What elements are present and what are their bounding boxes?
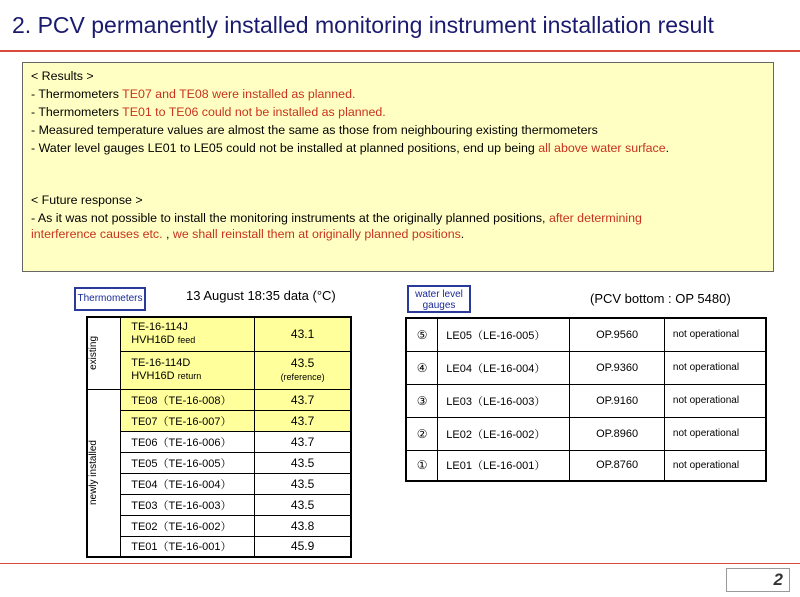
- gauge-name: LE02（LE-16-002）: [438, 417, 570, 450]
- footer-divider: [0, 563, 800, 564]
- water-level-table: [405, 317, 767, 482]
- gauge-op: OP.8960: [570, 417, 665, 450]
- gauge-status: not operational: [664, 450, 766, 481]
- existing-1-unit: HVH16D: [131, 334, 175, 347]
- gauge-number: ⑤: [406, 318, 438, 351]
- gauge-number: ②: [406, 417, 438, 450]
- group-existing-label: existing: [88, 336, 99, 371]
- existing-2-value: 43.5: [290, 356, 315, 370]
- future-line-2: [31, 227, 464, 242]
- table-row: TE04（TE-16-004）: [121, 473, 255, 494]
- existing-2-loc: [131, 370, 254, 383]
- future-line-1: [31, 211, 642, 226]
- existing-thermometer-2: [121, 351, 255, 389]
- future-line-2-highlight-b: we shall reinstall them at originally planned positions: [172, 227, 461, 241]
- existing-2-value-cell: [255, 351, 351, 389]
- table-cell-value: 43.5: [255, 452, 351, 473]
- results-line-1-highlight: TE07 and TE08 were installed as planned.: [122, 87, 356, 101]
- results-line-2: [31, 105, 386, 120]
- gauge-name: LE03（LE-16-003）: [438, 384, 570, 417]
- gauge-op: OP.9360: [570, 351, 665, 384]
- table-cell-value: 43.8: [255, 515, 351, 536]
- existing-2-suffix: return: [177, 371, 202, 381]
- gauge-number: ①: [406, 450, 438, 481]
- gauge-status: not operational: [664, 351, 766, 384]
- gauge-number: ④: [406, 351, 438, 384]
- group-new: [87, 389, 121, 557]
- title-divider: [0, 50, 800, 52]
- gauge-op: OP.8760: [570, 450, 665, 481]
- results-line-2-text: - Thermometers: [31, 105, 123, 119]
- gauge-status: not operational: [664, 384, 766, 417]
- results-line-2-highlight: TE01 to TE06 could not be installed as planned.: [122, 105, 386, 119]
- table-cell-value: 43.7: [255, 389, 351, 410]
- thermometers-label: Thermometers: [74, 287, 146, 311]
- thermometers-caption: 13 August 18:35 data (°C): [186, 288, 336, 303]
- results-heading: < Results >: [31, 69, 94, 83]
- table-row: TE02（TE-16-002）: [121, 515, 255, 536]
- results-line-1: [31, 87, 355, 102]
- table-row: TE08（TE-16-008）: [121, 389, 255, 410]
- gauge-name: LE05（LE-16-005）: [438, 318, 570, 351]
- gauge-op: OP.9160: [570, 384, 665, 417]
- gauge-status: not operational: [664, 417, 766, 450]
- table-cell-value: 43.7: [255, 410, 351, 431]
- results-line-1-text: - Thermometers: [31, 87, 123, 101]
- existing-1-tag: TE-16-114J: [131, 321, 188, 334]
- water-level-label-line2: gauges: [422, 300, 456, 311]
- gauge-status: not operational: [664, 318, 766, 351]
- results-line-4-text: - Water level gauges LE01 to LE05 could not be installed at planned positions, end up being: [31, 141, 539, 155]
- results-panel: [22, 62, 774, 272]
- future-line-1-highlight: after determining: [548, 211, 642, 225]
- table-row: TE05（TE-16-005）: [121, 452, 255, 473]
- table-row: TE03（TE-16-003）: [121, 494, 255, 515]
- future-line-2-highlight-a: interference causes etc.: [31, 227, 166, 241]
- table-row: TE07（TE-16-007）: [121, 410, 255, 431]
- results-line-4-highlight: all above water surface: [538, 141, 666, 155]
- future-line-2-sep: ,: [166, 227, 173, 241]
- gauge-name: LE04（LE-16-004）: [438, 351, 570, 384]
- gauge-number: ③: [406, 384, 438, 417]
- group-new-label: newly installed: [88, 440, 99, 506]
- future-line-2-end: .: [460, 227, 465, 241]
- existing-2-tag: TE-16-114D: [131, 357, 191, 369]
- gauge-name: LE01（LE-16-001）: [438, 450, 570, 481]
- existing-1-value: 43.1: [255, 317, 351, 351]
- table-row: TE06（TE-16-006）: [121, 431, 255, 452]
- group-existing: [87, 317, 121, 389]
- future-line-1-text: - As it was not possible to install the monitoring instruments at the originally planned positions,: [31, 211, 549, 225]
- table-row: TE01（TE-16-001）: [121, 536, 255, 557]
- table-cell-value: 43.5: [255, 494, 351, 515]
- table-cell-value: 43.5: [255, 473, 351, 494]
- existing-1-suffix: feed: [177, 335, 196, 346]
- existing-2-unit: HVH16D: [131, 370, 175, 382]
- page-title: 2. PCV permanently installed monitoring instrument installation result: [12, 12, 714, 38]
- results-line-3: - Measured temperature values are almost the same as those from neighbouring existing thermometers: [31, 123, 598, 137]
- existing-thermometer-1: [121, 317, 255, 351]
- existing-1-loc: [131, 334, 254, 347]
- water-level-label: [407, 285, 471, 313]
- water-level-label-line1: water level: [415, 289, 463, 300]
- existing-2-note: (reference): [280, 372, 325, 382]
- future-heading: < Future response >: [31, 193, 143, 207]
- thermometer-table: [86, 316, 352, 558]
- results-line-4-end: .: [665, 141, 670, 155]
- results-line-4: [31, 141, 669, 156]
- table-cell-value: 45.9: [255, 536, 351, 557]
- gauge-op: OP.9560: [570, 318, 665, 351]
- page-number: 2: [726, 568, 790, 592]
- table-cell-value: 43.7: [255, 431, 351, 452]
- water-level-caption: (PCV bottom : OP 5480): [590, 291, 731, 306]
